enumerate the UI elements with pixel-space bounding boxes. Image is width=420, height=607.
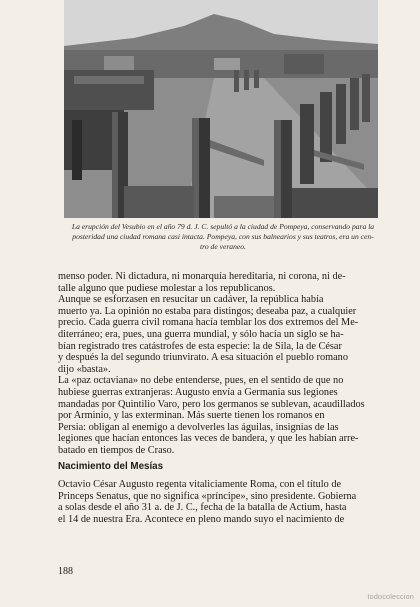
text-line: Octavio César Augusto regenta vitaliciamente Roma, con el título de	[58, 479, 342, 490]
text-line: dijo «basta».	[58, 363, 111, 375]
text-line: el 14 de nuestra Era. Acontece en pleno mando suyo el nacimiento de	[58, 513, 345, 525]
body-paragraph-nacimiento	[58, 479, 390, 525]
text-line: Aunque se esforzasen en resucitar un cadáver, la república había	[58, 294, 324, 306]
text-line: hubiese guerras extranjeras: Augusto envía a Germania sus legiones	[58, 386, 338, 398]
body-paragraphs	[58, 271, 390, 457]
text-line: precio. Cada guerra civil romana hacía temblar los dos extremos del Me-	[58, 317, 359, 329]
caption-line: La erupción del Vesubio en el año 79 d. J. C. sepultó a la ciudad de Pompeya, conservando para la	[71, 222, 375, 231]
caption-line: tro de veraneo.	[200, 241, 246, 251]
text-line: talle alguno que pudiese molestar a los republicanos.	[58, 282, 276, 294]
caption-line: posteridad una ciudad romana casi intacta. Pompeya, con sus balnearios y sus teatros, era un cen-	[72, 231, 374, 241]
section-heading: Nacimiento del Mesías	[58, 461, 164, 472]
text-line: por Arminio, y las exterminan. Más suerte tienen los romanos en	[58, 410, 325, 422]
text-line: diterráneo; era, pues, una guerra mundial, y sólo hacía un siglo se ha-	[58, 328, 344, 340]
text-line: menso poder. Ni dictadura, ni monarquía hereditaria, ni corona, ni de-	[58, 271, 346, 282]
page-number: 188	[58, 566, 73, 577]
text-line: bían registrado tres catástrofes de esta especie: la de Sila, la de César	[58, 340, 342, 352]
text-line: La «paz octaviana» no debe entenderse, pues, en el sentido de que no	[58, 375, 344, 387]
text-line: a solas desde el año 31 a. de J. C., fecha de la batalla de Actium, hasta	[58, 502, 347, 514]
text-line: legiones que hacían entonces las veces de bandera, y que les habían arre-	[58, 433, 359, 445]
text-line: mandadas por Quintilio Varo, pero los germanos se sublevan, acaudillados	[58, 398, 365, 410]
text-line: Persia: obligan al enemigo a devolverles las águilas, insignias de las	[58, 421, 339, 433]
text-line: batado en tiempos de Craso.	[58, 444, 175, 456]
pompeii-forum-photograph-icon	[64, 0, 378, 218]
text-line: y después la del segundo triunvirato. A esa situación el pueblo romano	[58, 352, 348, 364]
watermark: todocoleccion	[367, 592, 414, 601]
pompeii-photo	[64, 0, 378, 218]
text-line: muerto ya. La opinión no estaba para distingos; deseaba paz, a cualquier	[58, 305, 357, 317]
photo-caption	[58, 222, 388, 251]
text-line: Princeps Senatus, que no significa «príncipe», sino presidente. Gobierna	[58, 490, 357, 502]
